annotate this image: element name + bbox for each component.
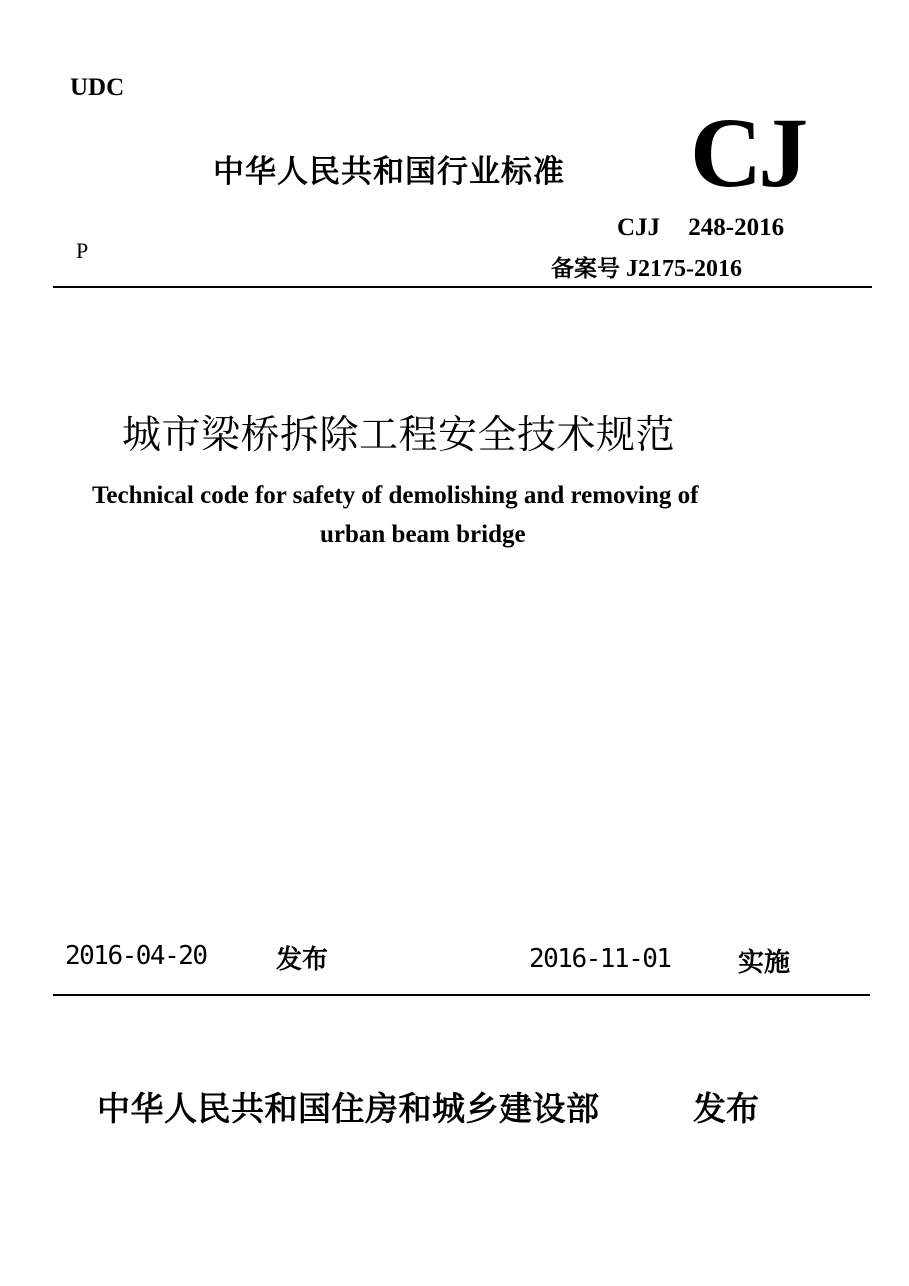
issue-label: 发布 (276, 945, 329, 975)
title-english-line2: urban beam bridge (320, 521, 526, 548)
effective-label: 实施 (738, 948, 791, 978)
publisher-label: 发布 (693, 1089, 759, 1128)
record-prefix: 备案号 (551, 256, 620, 282)
effective-date: 2016-11-01 (529, 944, 671, 974)
standard-number: CJJ 248-2016 (617, 214, 785, 241)
cj-logo: CJ (690, 97, 805, 208)
publisher-name: 中华人民共和国住房和城乡建设部 (97, 1089, 600, 1128)
title-english-line1: Technical code for safety of demolishing and removing of (92, 482, 699, 509)
industry-standard-heading: 中华人民共和国行业标准 (213, 154, 565, 190)
issue-date: 2016-04-20 (65, 941, 207, 971)
title-chinese: 城市梁桥拆除工程安全技术规范 (122, 413, 676, 458)
record-number-value: J2175-2016 (620, 256, 742, 282)
udc-label: UDC (70, 74, 125, 101)
dates-divider (53, 994, 870, 996)
record-number (551, 250, 742, 283)
header-divider (53, 286, 872, 288)
side-letter: P (76, 238, 89, 263)
